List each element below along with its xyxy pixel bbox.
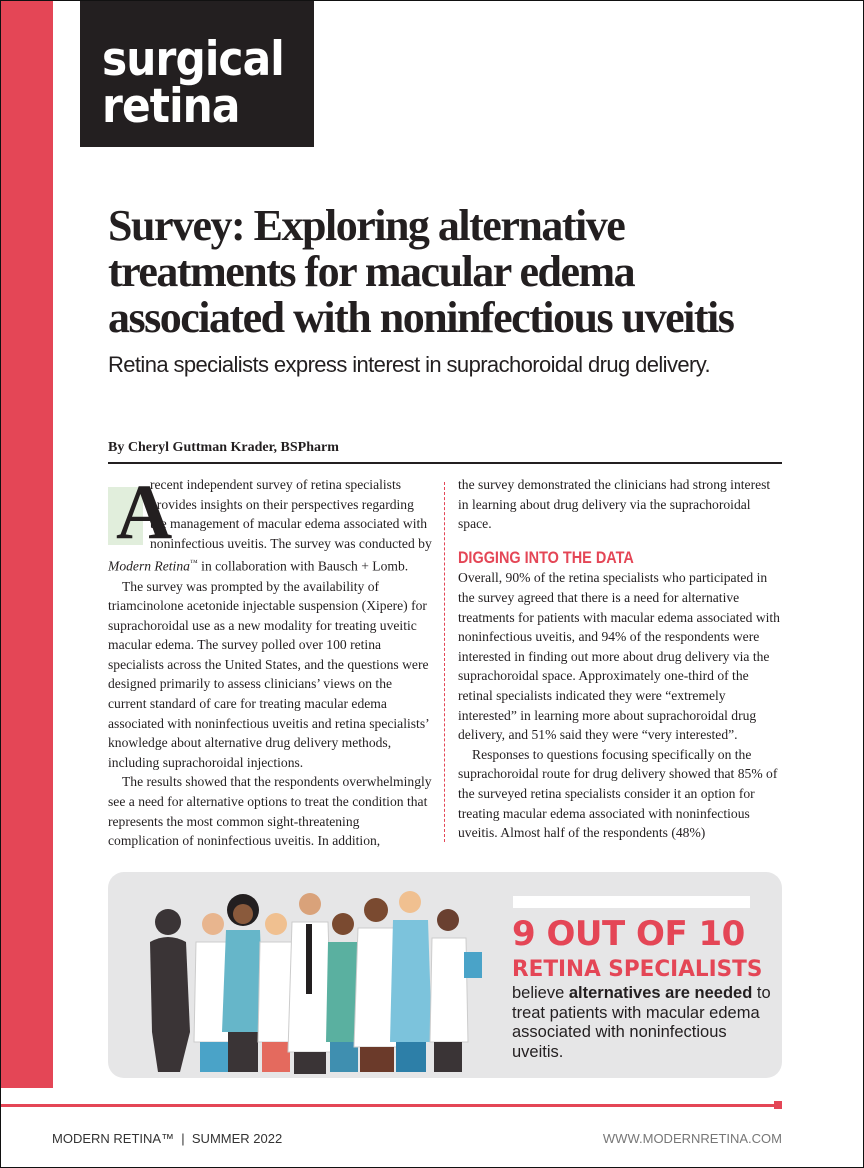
doctor-figure <box>430 909 482 1072</box>
paragraph: Overall, 90% of the retina specialists who participated in the survey agreed that there is a need for alternative treatments for patients with macular edema associated with noninfectious uveitis, and 94% of the respondents were interested in finding out more about drug delivery via the suprachoroidal space. Approximately one-third of the retinal specialists indicated they were “extremely interested” in learning more about suprachoroidal drug delivery, and 51% said they were “very interested”. <box>458 570 780 743</box>
person-silhouette <box>150 909 190 1072</box>
article-title <box>108 203 808 341</box>
section-heading: DIGGING INTO THE DATA <box>458 547 634 567</box>
doctor-figure <box>390 891 432 1072</box>
footer-rule <box>0 1104 778 1107</box>
column-divider <box>444 482 445 842</box>
article-subtitle: Retina specialists express interest in suprachoroidal drug delivery. <box>108 352 710 377</box>
footer-publication: MODERN RETINA™ | SUMMER 2022 <box>52 1131 283 1146</box>
infographic-panel <box>108 872 782 1078</box>
title-line2: treatments for macular edema <box>108 247 635 296</box>
stat-description: believe alternatives are needed to treat patients with macular edema associated with noninfectious uveitis. <box>512 984 771 1061</box>
section-label-line1: surgical <box>102 32 284 87</box>
title-line3: associated with noninfectious uveitis <box>108 293 734 342</box>
paragraph: the survey demonstrated the clinicians had strong interest in learning about drug delivery via the suprachoroidal space. <box>458 477 771 532</box>
stat-headline: 9 OUT OF 10 <box>512 914 745 954</box>
section-label <box>80 0 314 147</box>
footer-website: WWW.MODERNRETINA.COM <box>602 1131 782 1146</box>
stat-group: RETINA SPECIALISTS <box>512 957 763 982</box>
drop-cap: A <box>108 487 146 545</box>
paragraph: A recent independent survey of retina specialists provides insights on their perspectives regarding the management of macular edema associated with noninfectious uveitis. The survey was conducted by Modern Retina™ in collaboration with Bausch + Lomb. <box>108 468 432 574</box>
title-bold: Survey: <box>108 201 245 250</box>
footer-rule-end <box>774 1101 782 1109</box>
accent-bar <box>0 0 53 1088</box>
doctor-figure <box>288 893 332 1074</box>
article-column-right <box>458 475 782 843</box>
byline: By Cheryl Guttman Krader, BSPharm <box>108 440 782 464</box>
title-line1: Exploring alternative <box>244 201 625 250</box>
article-column-left <box>108 468 432 851</box>
doctors-illustration <box>138 882 488 1078</box>
section-label-line2: retina <box>102 79 240 134</box>
paragraph: Responses to questions focusing specifically on the suprachoroidal route for drug delivery showed that 85% of the surveyed retina specialists consider it an option for treating macular edema associated with noninfectious uveitis. Almost half of the respondents (48%) <box>458 746 778 841</box>
paragraph: The survey was prompted by the availability of triamcinolone acetonide injectable suspension (Xipere) for suprachoroidal use as a new modality for treating uveitic macular edema. The survey polled over 100 retina specialists across the United States, and the questions were designed primarily to assess clinicians’ views on the current standard of care for treating macular edema associated with noninfectious uveitis and retina specialists’ knowledge about alternative drug delivery methods, including suprachoroidal injections. <box>108 578 429 770</box>
decorative-bar <box>513 896 750 908</box>
paragraph: The results showed that the respondents overwhelmingly see a need for alternative options to treat the condition that represents the most common sight-threatening complication of noninfectious uveitis. In addition, <box>108 774 432 849</box>
doctor-figure <box>222 894 264 1072</box>
